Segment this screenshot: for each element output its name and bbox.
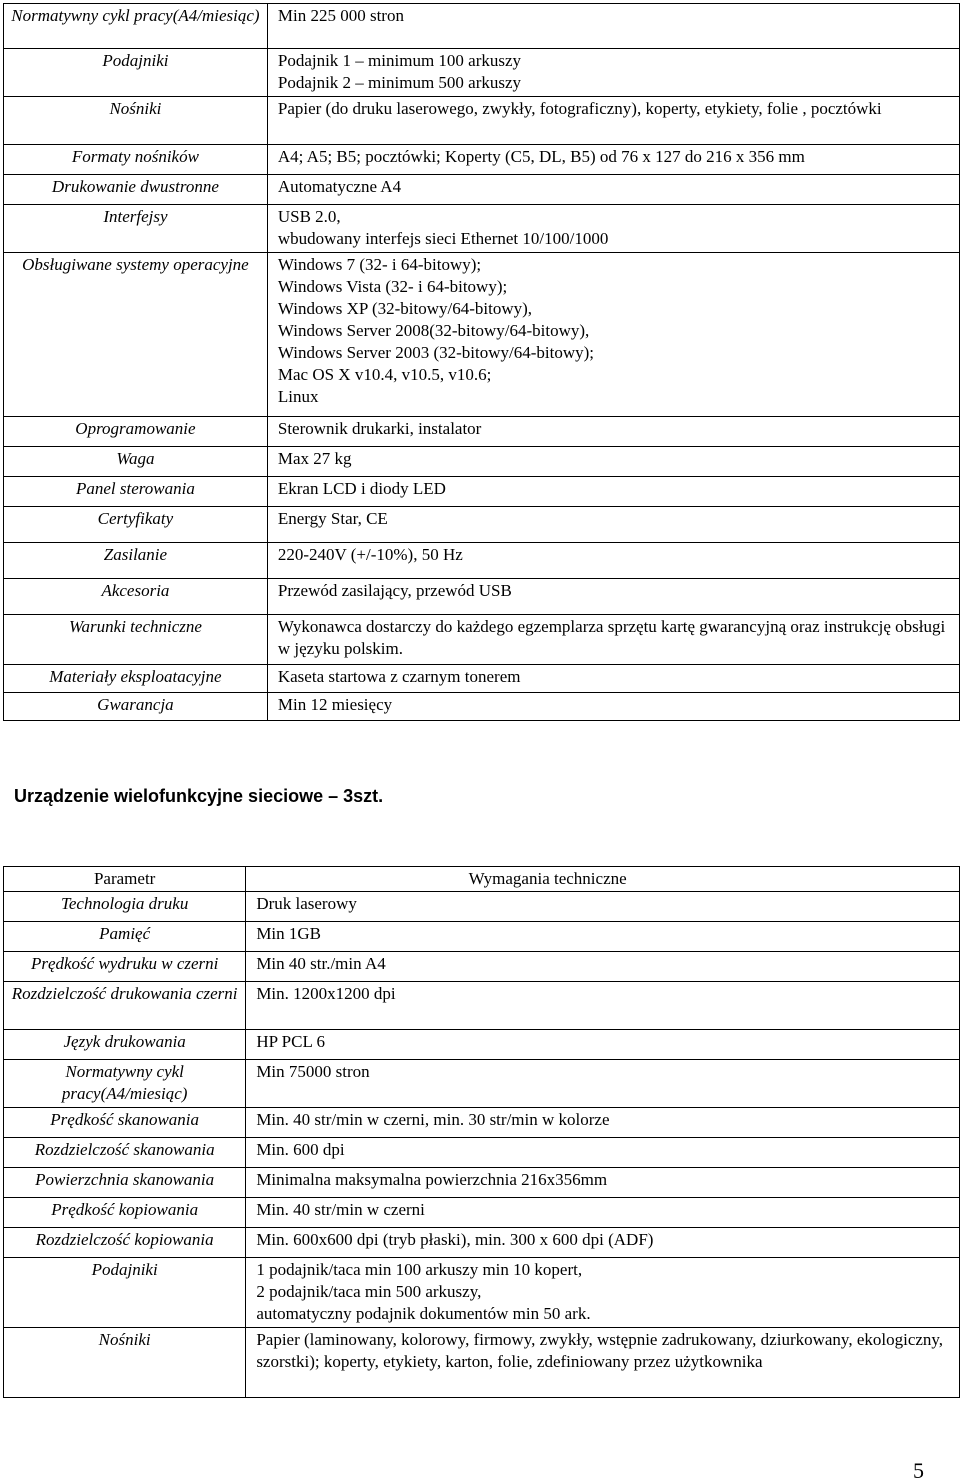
param-cell: Technologia druku [4,892,246,922]
param-cell: Prędkość kopiowania [4,1198,246,1228]
param-cell: Akcesoria [4,579,268,615]
table-row [4,892,960,922]
param-cell: Rozdzielczość skanowania [4,1138,246,1168]
table-row [4,205,960,253]
param-cell: Nośniki [4,1328,246,1398]
value-cell: Przewód zasilający, przewód USB [267,579,959,615]
table-row [4,1108,960,1138]
param-cell: Rozdzielczość kopiowania [4,1228,246,1258]
param-cell: Interfejsy [4,205,268,253]
value-cell: Papier (do druku laserowego, zwykły, fotograficzny), koperty, etykiety, folie , pocztówki [267,97,959,145]
param-cell: Powierzchnia skanowania [4,1168,246,1198]
value-cell: USB 2.0, wbudowany interfejs sieci Ethernet 10/100/1000 [267,205,959,253]
table-row [4,1138,960,1168]
table-row [4,665,960,693]
value-cell: Min 225 000 stron [267,4,959,49]
value-cell: Max 27 kg [267,447,959,477]
param-cell: Drukowanie dwustronne [4,175,268,205]
value-cell: Kaseta startowa z czarnym tonerem [267,665,959,693]
value-cell: Min. 600x600 dpi (tryb płaski), min. 300 x 600 dpi (ADF) [246,1228,960,1258]
table-row [4,4,960,49]
table-row [4,543,960,579]
header-param: Parametr [4,867,246,892]
table-row [4,579,960,615]
table-row [4,253,960,417]
value-cell: Energy Star, CE [267,507,959,543]
table-row [4,1030,960,1060]
value-cell: Min 40 str./min A4 [246,952,960,982]
value-cell: Min. 40 str/min w czerni, min. 30 str/min w kolorze [246,1108,960,1138]
mfp-spec-table [3,866,960,1398]
value-cell: Min 75000 stron [246,1060,960,1108]
value-cell: Windows 7 (32- i 64-bitowy); Windows Vista (32- i 64-bitowy); Windows XP (32-bitowy/64-bitowy), Windows Server 2008(32-bitowy/64-bitowy), Windows Server 2003 (32-bitowy/64-bitowy); Mac OS X v10.4, v10.5, v10.6; Linux [267,253,959,417]
table-row [4,477,960,507]
value-cell: Min. 1200x1200 dpi [246,982,960,1030]
value-cell: Min 1GB [246,922,960,952]
table-row [4,447,960,477]
table-row [4,145,960,175]
param-cell: Normatywny cykl pracy(A4/miesiąc) [4,4,268,49]
param-cell: Gwarancja [4,693,268,721]
param-cell: Obsługiwane systemy operacyjne [4,253,268,417]
param-cell: Podajniki [4,1258,246,1328]
value-cell: Minimalna maksymalna powierzchnia 216x356mm [246,1168,960,1198]
table-row [4,615,960,665]
value-cell: 220-240V (+/-10%), 50 Hz [267,543,959,579]
param-cell: Pamięć [4,922,246,952]
param-cell: Prędkość skanowania [4,1108,246,1138]
table-row [4,97,960,145]
param-cell: Nośniki [4,97,268,145]
table-row [4,1258,960,1328]
value-cell: Ekran LCD i diody LED [267,477,959,507]
section-title: Urządzenie wielofunkcyjne sieciowe – 3szt. [14,786,384,806]
value-cell: A4; A5; B5; pocztówki; Koperty (C5, DL, B5) od 76 x 127 do 216 x 356 mm [267,145,959,175]
value-cell: Min. 600 dpi [246,1138,960,1168]
printer-spec-table [3,3,960,721]
param-cell: Certyfikaty [4,507,268,543]
param-cell: Warunki techniczne [4,615,268,665]
table-row [4,175,960,205]
value-cell: Min 12 miesięcy [267,693,959,721]
param-cell: Rozdzielczość drukowania czerni [4,982,246,1030]
value-cell: Papier (laminowany, kolorowy, firmowy, zwykły, wstępnie zadrukowany, dziurkowany, ekologiczny, szorstki); koperty, etykiety, karton, folie, zdefiniowany przez użytkownika [246,1328,960,1398]
value-cell: Wykonawca dostarczy do każdego egzemplarza sprzętu kartę gwarancyjną oraz instrukcję obsługi w języku polskim. [267,615,959,665]
value-cell: Podajnik 1 – minimum 100 arkuszy Podajnik 2 – minimum 500 arkuszy [267,49,959,97]
page-number: 5 [913,1458,924,1483]
value-cell: HP PCL 6 [246,1030,960,1060]
value-cell: Sterownik drukarki, instalator [267,417,959,447]
param-cell: Zasilanie [4,543,268,579]
param-cell: Język drukowania [4,1030,246,1060]
value-cell: Druk laserowy [246,892,960,922]
table-row [4,1328,960,1398]
value-cell: Automatyczne A4 [267,175,959,205]
table-row [4,1228,960,1258]
table-header-row [4,867,960,892]
table-row [4,952,960,982]
param-cell: Formaty nośników [4,145,268,175]
table-row [4,982,960,1030]
table-row [4,49,960,97]
table-row [4,1168,960,1198]
param-cell: Materiały eksploatacyjne [4,665,268,693]
param-cell: Podajniki [4,49,268,97]
param-cell: Normatywny cykl pracy(A4/miesiąc) [4,1060,246,1108]
param-cell: Panel sterowania [4,477,268,507]
value-cell: Min. 40 str/min w czerni [246,1198,960,1228]
param-cell: Waga [4,447,268,477]
table-row [4,507,960,543]
param-cell: Oprogramowanie [4,417,268,447]
header-requirements: Wymagania techniczne [246,867,960,892]
value-cell: 1 podajnik/taca min 100 arkuszy min 10 kopert, 2 podajnik/taca min 500 arkuszy, automatyczny podajnik dokumentów min 50 ark. [246,1258,960,1328]
table-row [4,1198,960,1228]
table-row [4,1060,960,1108]
table-row [4,417,960,447]
param-cell: Prędkość wydruku w czerni [4,952,246,982]
table-row [4,693,960,721]
table-row [4,922,960,952]
